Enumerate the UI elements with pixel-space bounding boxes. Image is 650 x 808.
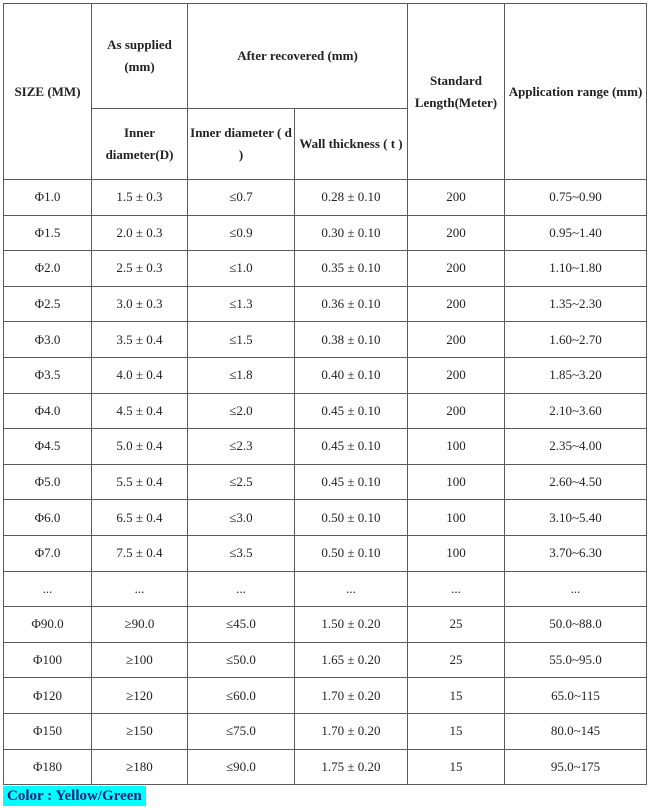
application-range-cell: 55.0~95.0 — [505, 642, 647, 678]
size-cell: Φ1.0 — [4, 180, 92, 216]
wall-thickness-cell: 0.45 ± 0.10 — [295, 429, 408, 465]
inner-diameter-D-cell: 1.5 ± 0.3 — [92, 180, 188, 216]
table-row — [4, 713, 647, 749]
inner-diameter-d-cell: ≤1.3 — [188, 286, 295, 322]
inner-diameter-D-cell: 3.5 ± 0.4 — [92, 322, 188, 358]
wall-thickness-cell: 0.50 ± 0.10 — [295, 535, 408, 571]
application-range-cell: 2.60~4.50 — [505, 464, 647, 500]
inner-diameter-d-cell: ≤2.5 — [188, 464, 295, 500]
header-inner-diameter-D: Inner diameter(D) — [92, 109, 188, 180]
wall-thickness-cell: 1.75 ± 0.20 — [295, 749, 408, 785]
wall-thickness-cell: 1.70 ± 0.20 — [295, 713, 408, 749]
size-cell: Φ1.5 — [4, 215, 92, 251]
wall-thickness-cell: 0.36 ± 0.10 — [295, 286, 408, 322]
standard-length-cell: 100 — [408, 500, 505, 536]
application-range-cell: 80.0~145 — [505, 713, 647, 749]
table-row — [4, 322, 647, 358]
header-inner-diameter-d: Inner diameter ( d ) — [188, 109, 295, 180]
inner-diameter-D-cell: 5.0 ± 0.4 — [92, 429, 188, 465]
standard-length-cell: 15 — [408, 678, 505, 714]
size-cell: Φ6.0 — [4, 500, 92, 536]
application-range-cell: ... — [505, 571, 647, 607]
wall-thickness-cell: 0.35 ± 0.10 — [295, 251, 408, 287]
table-row — [4, 607, 647, 643]
header-as-supplied: As supplied (mm) — [92, 4, 188, 109]
application-range-cell: 0.75~0.90 — [505, 180, 647, 216]
inner-diameter-D-cell: ... — [92, 571, 188, 607]
application-range-cell: 0.95~1.40 — [505, 215, 647, 251]
inner-diameter-D-cell: ≥90.0 — [92, 607, 188, 643]
size-cell: Φ3.5 — [4, 357, 92, 393]
inner-diameter-d-cell: ≤2.0 — [188, 393, 295, 429]
table-row — [4, 286, 647, 322]
inner-diameter-d-cell: ≤3.0 — [188, 500, 295, 536]
inner-diameter-d-cell: ≤1.8 — [188, 357, 295, 393]
application-range-cell: 2.10~3.60 — [505, 393, 647, 429]
table-row — [4, 180, 647, 216]
size-cell: Φ2.5 — [4, 286, 92, 322]
header-application-range: Application range (mm) — [505, 4, 647, 180]
standard-length-cell: ... — [408, 571, 505, 607]
application-range-cell: 2.35~4.00 — [505, 429, 647, 465]
header-size: SIZE (MM) — [4, 4, 92, 180]
inner-diameter-D-cell: 2.5 ± 0.3 — [92, 251, 188, 287]
spec-table — [3, 3, 647, 785]
size-cell: Φ120 — [4, 678, 92, 714]
table-row — [4, 357, 647, 393]
table-row — [4, 464, 647, 500]
size-cell: Φ100 — [4, 642, 92, 678]
inner-diameter-D-cell: 5.5 ± 0.4 — [92, 464, 188, 500]
size-cell: Φ180 — [4, 749, 92, 785]
application-range-cell: 1.35~2.30 — [505, 286, 647, 322]
standard-length-cell: 200 — [408, 251, 505, 287]
standard-length-cell: 200 — [408, 393, 505, 429]
table-row — [4, 429, 647, 465]
wall-thickness-cell: 0.38 ± 0.10 — [295, 322, 408, 358]
inner-diameter-D-cell: 2.0 ± 0.3 — [92, 215, 188, 251]
inner-diameter-D-cell: ≥100 — [92, 642, 188, 678]
standard-length-cell: 200 — [408, 215, 505, 251]
size-cell: Φ90.0 — [4, 607, 92, 643]
wall-thickness-cell: 0.50 ± 0.10 — [295, 500, 408, 536]
size-cell: ... — [4, 571, 92, 607]
wall-thickness-cell: 0.28 ± 0.10 — [295, 180, 408, 216]
table-row — [4, 500, 647, 536]
standard-length-cell: 100 — [408, 464, 505, 500]
inner-diameter-d-cell: ≤90.0 — [188, 749, 295, 785]
size-cell: Φ5.0 — [4, 464, 92, 500]
standard-length-cell: 25 — [408, 607, 505, 643]
table-row — [4, 678, 647, 714]
inner-diameter-d-cell: ≤2.3 — [188, 429, 295, 465]
wall-thickness-cell: ... — [295, 571, 408, 607]
standard-length-cell: 15 — [408, 713, 505, 749]
standard-length-cell: 15 — [408, 749, 505, 785]
application-range-cell: 1.60~2.70 — [505, 322, 647, 358]
size-cell: Φ2.0 — [4, 251, 92, 287]
table-row — [4, 749, 647, 785]
wall-thickness-cell: 0.40 ± 0.10 — [295, 357, 408, 393]
inner-diameter-d-cell: ≤60.0 — [188, 678, 295, 714]
inner-diameter-D-cell: ≥120 — [92, 678, 188, 714]
table-row — [4, 571, 647, 607]
wall-thickness-cell: 1.65 ± 0.20 — [295, 642, 408, 678]
size-cell: Φ3.0 — [4, 322, 92, 358]
color-note: Color : Yellow/Green — [3, 786, 146, 806]
application-range-cell: 1.10~1.80 — [505, 251, 647, 287]
inner-diameter-D-cell: ≥150 — [92, 713, 188, 749]
header-standard-length: Standard Length(Meter) — [408, 4, 505, 180]
standard-length-cell: 200 — [408, 357, 505, 393]
inner-diameter-D-cell: 4.5 ± 0.4 — [92, 393, 188, 429]
standard-length-cell: 200 — [408, 180, 505, 216]
inner-diameter-D-cell: ≥180 — [92, 749, 188, 785]
wall-thickness-cell: 1.70 ± 0.20 — [295, 678, 408, 714]
wall-thickness-cell: 0.45 ± 0.10 — [295, 464, 408, 500]
size-cell: Φ150 — [4, 713, 92, 749]
inner-diameter-d-cell: ≤0.7 — [188, 180, 295, 216]
standard-length-cell: 200 — [408, 322, 505, 358]
table-row — [4, 215, 647, 251]
inner-diameter-d-cell: ... — [188, 571, 295, 607]
standard-length-cell: 100 — [408, 535, 505, 571]
inner-diameter-d-cell: ≤0.9 — [188, 215, 295, 251]
application-range-cell: 3.10~5.40 — [505, 500, 647, 536]
application-range-cell: 50.0~88.0 — [505, 607, 647, 643]
table-row — [4, 535, 647, 571]
inner-diameter-d-cell: ≤75.0 — [188, 713, 295, 749]
header-after-recovered: After recovered (mm) — [188, 4, 408, 109]
size-cell: Φ4.0 — [4, 393, 92, 429]
inner-diameter-D-cell: 3.0 ± 0.3 — [92, 286, 188, 322]
wall-thickness-cell: 0.30 ± 0.10 — [295, 215, 408, 251]
header-wall-thickness: Wall thickness ( t ) — [295, 109, 408, 180]
inner-diameter-d-cell: ≤50.0 — [188, 642, 295, 678]
table-row — [4, 251, 647, 287]
wall-thickness-cell: 1.50 ± 0.20 — [295, 607, 408, 643]
application-range-cell: 95.0~175 — [505, 749, 647, 785]
application-range-cell: 65.0~115 — [505, 678, 647, 714]
standard-length-cell: 25 — [408, 642, 505, 678]
inner-diameter-d-cell: ≤1.5 — [188, 322, 295, 358]
inner-diameter-d-cell: ≤3.5 — [188, 535, 295, 571]
wall-thickness-cell: 0.45 ± 0.10 — [295, 393, 408, 429]
table-body — [4, 180, 647, 785]
inner-diameter-d-cell: ≤45.0 — [188, 607, 295, 643]
table-row — [4, 393, 647, 429]
inner-diameter-d-cell: ≤1.0 — [188, 251, 295, 287]
size-cell: Φ7.0 — [4, 535, 92, 571]
table-row — [4, 642, 647, 678]
standard-length-cell: 200 — [408, 286, 505, 322]
inner-diameter-D-cell: 6.5 ± 0.4 — [92, 500, 188, 536]
inner-diameter-D-cell: 4.0 ± 0.4 — [92, 357, 188, 393]
application-range-cell: 3.70~6.30 — [505, 535, 647, 571]
application-range-cell: 1.85~3.20 — [505, 357, 647, 393]
inner-diameter-D-cell: 7.5 ± 0.4 — [92, 535, 188, 571]
standard-length-cell: 100 — [408, 429, 505, 465]
size-cell: Φ4.5 — [4, 429, 92, 465]
